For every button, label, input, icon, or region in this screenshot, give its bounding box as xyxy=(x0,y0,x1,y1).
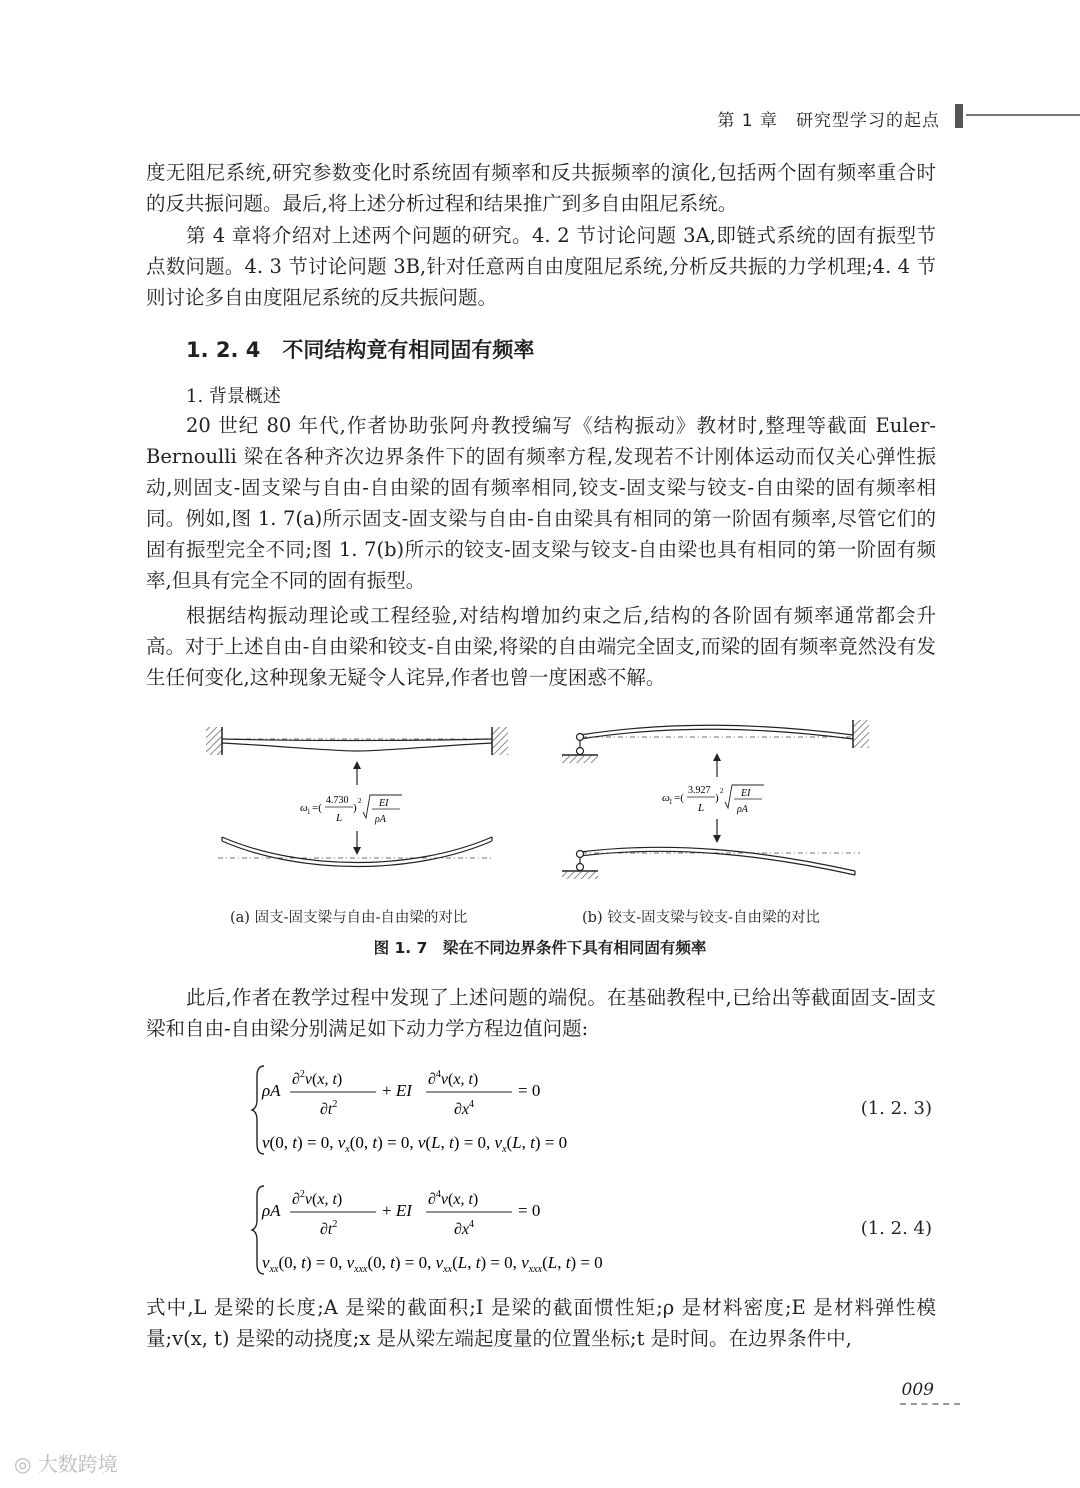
header-chapter: 第 1 章 xyxy=(717,111,778,131)
figure-caption-b: (b) 铰支-固支梁与铰支-自由梁的对比 xyxy=(582,910,821,926)
svg-text:∂4v(x, t): ∂$^4$v(x, t) xyxy=(428,1189,479,1208)
section-heading xyxy=(186,334,534,364)
svg-text:∂x4: $\partial x^4$ xyxy=(454,1219,475,1238)
svg-text:EI: EI xyxy=(379,798,389,809)
watermark-logo-icon: ◎ xyxy=(14,1452,32,1476)
header-title: 研究型学习的起点 xyxy=(796,111,940,131)
paragraph-4: 根据结构振动理论或工程经验,对结构增加约束之后,结构的各阶固有频率通常都会升高。对于上述自由-自由梁和铰支-自由梁,将梁的自由端完全固支,而梁的固有频率竟然没有发生任何变化,这种现象无疑令人诧异,作者也曾一度困惑不解。 xyxy=(146,604,936,689)
watermark xyxy=(14,1448,118,1477)
svg-text:v(0, t) = 0, vx(0, t) = 0,: v(0, t) = 0, $v_x(0$, t) = 0, v(L, t) = 0, $v_x(L$, t) = 0 xyxy=(262,1133,568,1155)
svg-text:1: 1 xyxy=(307,808,311,816)
page-number: 009 xyxy=(901,1380,934,1400)
svg-text:ω: ω xyxy=(662,792,670,804)
svg-text:∂2v(x, t): ∂$^2$v(x, t) xyxy=(292,1189,343,1208)
frequency-formula-a xyxy=(300,795,402,825)
arrow-up-a xyxy=(353,761,361,785)
paragraph-3: 20 世纪 80 年代,作者协助张阿舟教授编写《结构振动》教材时,整理等截面 Euler-Bernoulli 梁在各种齐次边界条件下的固有频率方程,发现若不计刚体运动而仅关心弹性振动,则固支-固支梁与自由-自由梁的固有频率相同,铰支-固支梁与铰支-自由梁的固有频率相同。例如,图 1. 7(a)所示固支-固支梁与自由-自由梁具有相同的第一阶固有频率,尽管它们的固有振型完全不同;图 1. 7(b)所示的铰支-固支梁与铰支-自由梁也具有相同的第一阶固有频率,但具有完全不同的固有振型。 xyxy=(146,414,936,592)
arrow-down-b xyxy=(713,819,721,843)
fixed-fixed-beam xyxy=(206,727,508,755)
arrow-down-a xyxy=(353,831,361,855)
equation-number-2: (1. 2. 4) xyxy=(860,1218,932,1239)
svg-text:=(: =( xyxy=(312,802,322,814)
frequency-formula-b xyxy=(662,785,764,815)
paragraph-5: 此后,作者在教学过程中发现了上述问题的端倪。在基础教程中,已给出等截面固支-固支梁和自由-自由梁分别满足如下动力学方程边值问题: xyxy=(146,986,936,1040)
header-rule xyxy=(966,114,1080,116)
coef-a: 4.730 xyxy=(326,795,349,806)
svg-text:L: L xyxy=(698,802,705,814)
header-bar xyxy=(955,104,963,128)
free-free-beam xyxy=(218,837,492,867)
svg-text:ρA: ρA xyxy=(262,1201,281,1220)
svg-text:EI: EI xyxy=(741,788,751,799)
figure-caption-a: (a) 固支-固支梁与自由-自由梁的对比 xyxy=(230,910,468,926)
svg-text:): ) xyxy=(353,802,357,814)
page-number-dash xyxy=(900,1403,960,1405)
svg-text:2: 2 xyxy=(720,787,724,795)
svg-text:L: L xyxy=(336,812,343,824)
svg-text:1: 1 xyxy=(669,798,673,806)
equation-1-2-3 xyxy=(250,1062,810,1158)
section-number: 1. 2. 4 xyxy=(186,338,261,362)
svg-text:=(: =( xyxy=(674,792,684,804)
coef-b: 3.927 xyxy=(688,785,711,796)
arrow-up-b xyxy=(713,753,721,777)
section-title: 不同结构竟有相同固有频率 xyxy=(282,338,535,362)
svg-text:∂2v(x, t): ∂$^2$v(x, t) xyxy=(292,1069,343,1088)
svg-text:+ EI: + EI xyxy=(382,1201,412,1220)
svg-text:= 0: = 0 xyxy=(518,1201,541,1220)
equation-1-2-4 xyxy=(250,1182,830,1278)
watermark-text: 大数跨境 xyxy=(37,1452,118,1476)
paragraph-1: 度无阻尼系统,研究参数变化时系统固有频率和反共振频率的演化,包括两个固有频率重合时的反共振问题。最后,将上述分析过程和结果推广到多自由阻尼系统。 xyxy=(146,161,936,215)
svg-text:ρA: ρA xyxy=(262,1081,281,1100)
svg-text:2: 2 xyxy=(358,797,362,805)
svg-text:+ EI: + EI xyxy=(382,1081,412,1100)
svg-text:ρA: ρA xyxy=(375,814,386,825)
svg-text:vxx(0, t) = 0, vxxx(0, t) =: $v_{xx}(0$, t) = 0, $v_{xxx}(0$, t) = 0, $v_{xx}(L$, t) = 0, $v_{xxx}(L$, t) = 0 xyxy=(262,1253,603,1275)
svg-text:): ) xyxy=(715,792,719,804)
svg-text:= 0: = 0 xyxy=(518,1081,541,1100)
equation-number-1: (1. 2. 3) xyxy=(860,1098,932,1119)
paragraph-6: 式中,L 是梁的长度;A 是梁的截面积;I 是梁的截面惯性矩;ρ 是材料密度;E 是材料弹性模量;v(x, t) 是梁的动挠度;x 是从梁左端起度量的位置坐标;t 是时间。在边界条件中, xyxy=(146,1296,936,1350)
svg-text:∂t2: $\partial t^2$ xyxy=(320,1219,338,1238)
figure-beams xyxy=(200,715,880,905)
svg-text:ω: ω xyxy=(300,802,308,814)
svg-text:∂t2: $\partial t^2$ xyxy=(320,1099,338,1118)
running-header xyxy=(717,106,940,131)
svg-text:ρA: ρA xyxy=(737,804,748,815)
svg-text:∂x4: $\partial x^4$ xyxy=(454,1099,475,1118)
svg-text:∂4v(x, t): ∂$^4$v(x, t) xyxy=(428,1069,479,1088)
pinned-free-beam xyxy=(562,847,860,879)
figure-title: 图 1. 7 梁在不同边界条件下具有相同固有频率 xyxy=(373,939,707,957)
subsection-heading: 1. 背景概述 xyxy=(186,386,281,407)
paragraph-2: 第 4 章将介绍对上述两个问题的研究。4. 2 节讨论问题 3A,即链式系统的固有振型节点数问题。4. 3 节讨论问题 3B,针对任意两自由度阻尼系统,分析反共振的力学机理;4. 4 节则讨论多自由度阻尼系统的反共振问题。 xyxy=(146,224,936,309)
